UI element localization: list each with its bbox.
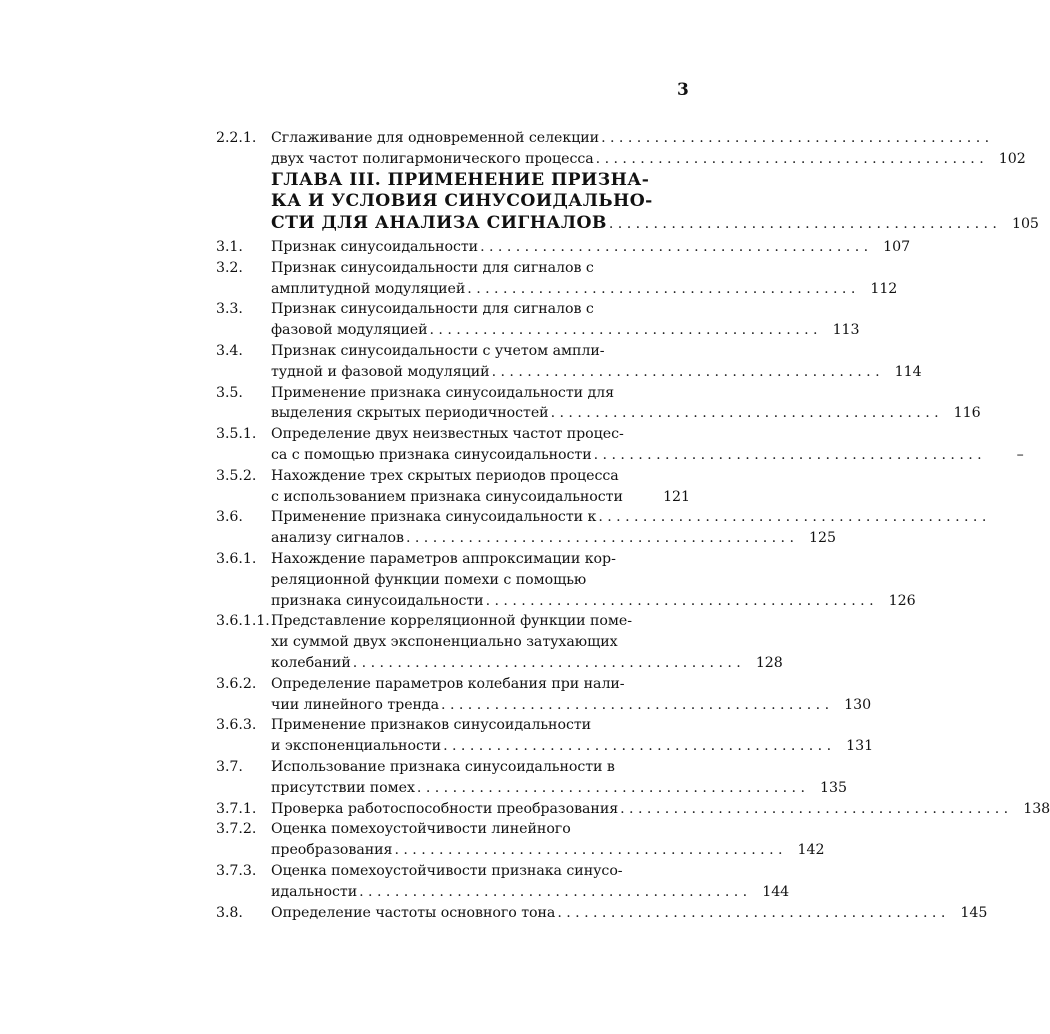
section-number: 3.5.1.	[216, 426, 257, 443]
page-ref: 114	[894, 363, 922, 380]
toc-entry	[216, 799, 1050, 820]
toc-line	[216, 258, 690, 279]
section-number: 3.1.	[216, 239, 243, 256]
dot-leader: . . . . . . . . . . . . . . . . . . . . . . . . . . . . . . . . . . . . . . . . . . . .	[352, 655, 741, 672]
toc-line	[216, 653, 783, 674]
toc-entry	[216, 299, 860, 341]
section-title: чии линейного тренда	[271, 696, 440, 713]
page-ref: 145	[960, 904, 988, 921]
section-title: Оценка помехоустойчивости линейного	[271, 821, 571, 838]
dot-leader: . . . . . . . . . . . . . . . . . . . . . . . . . . . . . . . . . . . . . . . . . . . .	[557, 904, 946, 921]
section-title: Проверка работоспособности преобразования	[271, 800, 619, 817]
toc-line	[216, 237, 911, 258]
section-title: анализу сигналов	[271, 530, 404, 547]
toc-line	[216, 299, 690, 320]
section-title: ГЛАВА III. ПРИМЕНЕНИЕ ПРИЗНА-	[271, 169, 650, 190]
dot-leader: . . . . . . . . . . . . . . . . . . . . . . . . . . . . . . . . . . . . . . . . . . . .	[608, 215, 997, 232]
toc-line	[216, 591, 916, 612]
section-title: признака синусоидальности	[271, 592, 484, 609]
page-ref: 128	[755, 655, 783, 672]
page-ref: 138	[1023, 800, 1050, 817]
toc-line	[216, 736, 874, 757]
section-number: 3.7.2.	[216, 821, 257, 838]
toc-line	[216, 757, 690, 778]
section-title: Представление корреляционной функции поме-	[271, 613, 632, 630]
section-title: фазовой модуляцией	[271, 322, 428, 339]
section-title: и экспоненциальности	[271, 738, 442, 755]
section-number: 3.6.1.1.	[216, 613, 270, 630]
section-number: 3.5.2.	[216, 467, 257, 484]
toc-entry	[216, 237, 911, 258]
dot-leader: . . . . . . . . . . . . . . . . . . . . . . . . . . . . . . . . . . . . . . . . . . . .	[593, 447, 982, 464]
page-number: 3	[677, 80, 689, 100]
section-number: 2.2.1.	[216, 130, 257, 146]
toc-line	[216, 362, 922, 383]
page-ref: 126	[888, 592, 916, 609]
toc-entry	[216, 128, 1026, 170]
dot-leader: . . . . . . . . . . . . . . . . . . . . . . . . . . . . . . . . . . . . . . . . . . . .	[429, 322, 818, 339]
section-title: присутствии помех	[271, 779, 415, 796]
section-title: Применение признаков синусоидальности	[271, 717, 592, 734]
page-ref: 130	[844, 696, 872, 713]
toc-entry	[216, 903, 988, 924]
page-ref: 102	[998, 150, 1026, 167]
page-ref: –	[1016, 447, 1024, 464]
toc-line	[216, 424, 690, 445]
section-title: колебаний	[271, 655, 351, 672]
dot-leader: . . . . . . . . . . . . . . . . . . . . . . . . . . . . . . . . . . . . . . . . . . . .	[405, 530, 794, 547]
toc-entry	[216, 466, 690, 508]
dot-leader: . . . . . . . . . . . . . . . . . . . . . . . . . . . . . . . . . . . . . . . . . . . .	[485, 592, 874, 609]
toc-entry	[216, 674, 872, 716]
page-ref: 125	[809, 530, 836, 547]
toc-entry	[216, 611, 783, 673]
table-of-contents	[216, 128, 1050, 923]
toc-line	[216, 840, 825, 861]
dot-leader: . . . . . . . . . . . . . . . . . . . . . . . . . . . . . . . . . . . . . . . . . . . .	[601, 130, 990, 146]
toc-entry	[216, 549, 916, 611]
section-number: 3.7.1.	[216, 800, 257, 817]
toc-line	[216, 861, 690, 882]
toc-entry	[216, 258, 898, 300]
section-title: Определение параметров колебания при нали-	[271, 675, 625, 692]
dot-leader: . . . . . . . . . . . . . . . . . . . . . . . . . . . . . . . . . . . . . . . . . . . .	[443, 738, 832, 755]
section-title: амплитудной модуляцией	[271, 280, 466, 297]
dot-leader: . . . . . . . . . . . . . . . . . . . . . . . . . . . . . . . . . . . . . . . . . . . .	[467, 280, 856, 297]
section-title: Определение двух неизвестных частот процес-	[271, 426, 624, 443]
section-title: хи суммой двух экспоненциально затухающих	[271, 634, 618, 651]
section-title: двух частот полигармонического процесса	[271, 150, 594, 167]
section-number: 3.6.1.	[216, 551, 257, 568]
toc-line	[216, 528, 836, 549]
section-title: КА И УСЛОВИЯ СИНУСОИДАЛЬНО-	[271, 191, 653, 212]
section-title: преобразования	[271, 842, 393, 859]
section-title: реляционной функции помехи с помощью	[271, 571, 587, 588]
section-title: Нахождение параметров аппроксимации кор-	[271, 551, 616, 568]
page-ref: 131	[846, 738, 874, 755]
toc-line	[216, 149, 1026, 170]
section-number: 3.7.3.	[216, 863, 257, 879]
toc-entry	[216, 861, 790, 903]
section-title: идальности	[271, 883, 358, 900]
section-number: 3.5.	[216, 384, 243, 401]
section-title: Признак синусоидальности	[271, 239, 479, 256]
toc-line	[216, 279, 898, 300]
page-ref: 107	[883, 239, 911, 256]
toc-line	[216, 191, 690, 213]
toc-line	[216, 128, 990, 149]
toc-line	[216, 695, 872, 716]
section-title: Применение признака синусоидальности к	[271, 509, 597, 526]
section-title: са с помощью признака синусоидальности	[271, 447, 592, 464]
toc-line	[216, 466, 690, 487]
section-title: Признак синусоидальности для сигналов с	[271, 301, 594, 318]
toc-line	[216, 403, 981, 424]
dot-leader: . . . . . . . . . . . . . . . . . . . . . . . . . . . . . . . . . . . . . . . . . . . .	[598, 509, 987, 526]
section-title: Сглаживание для одновременной селекции	[271, 130, 600, 146]
page-ref: 121	[663, 488, 690, 505]
toc-line	[216, 882, 790, 903]
toc-entry	[216, 507, 987, 549]
section-title: Применение признака синусоидальности для	[271, 384, 615, 401]
section-title: СТИ ДЛЯ АНАЛИЗА СИГНАЛОВ	[271, 212, 607, 233]
section-title: тудной и фазовой модуляций	[271, 363, 490, 380]
toc-line	[216, 903, 988, 924]
toc-line	[216, 170, 690, 192]
section-title: Нахождение трех скрытых периодов процесса	[271, 467, 619, 484]
toc-entry	[216, 341, 922, 383]
toc-line	[216, 507, 987, 528]
toc-line	[216, 632, 690, 653]
toc-entry	[216, 757, 847, 799]
toc-line	[216, 487, 690, 508]
dot-leader: . . . . . . . . . . . . . . . . . . . . . . . . . . . . . . . . . . . . . . . . . . . .	[620, 800, 1009, 817]
toc-line	[216, 212, 1039, 236]
toc-line	[216, 611, 690, 632]
toc-line	[216, 570, 690, 591]
page-ref: 142	[797, 842, 825, 859]
page-ref: 135	[820, 779, 847, 796]
toc-line	[216, 778, 847, 799]
section-title: с использованием признака синусоидальности	[271, 488, 623, 505]
section-title: Признак синусоидальности с учетом ампли-	[271, 343, 605, 360]
section-title: выделения скрытых периодичностей	[271, 405, 549, 422]
section-title: Определение частоты основного тона	[271, 904, 556, 921]
toc-entry	[216, 424, 1024, 466]
toc-entry	[216, 383, 981, 425]
toc-line	[216, 715, 690, 736]
section-number: 3.4.	[216, 343, 243, 360]
toc-line	[216, 320, 860, 341]
dot-leader: . . . . . . . . . . . . . . . . . . . . . . . . . . . . . . . . . . . . . . . . . . . .	[416, 779, 805, 796]
section-number: 3.6.3.	[216, 717, 257, 734]
section-title: Оценка помехоустойчивости признака синусо-	[271, 863, 623, 879]
dot-leader: . . . . . . . . . . . . . . . . . . . . . . . . . . . . . . . . . . . . . . . . . . . .	[441, 696, 830, 713]
section-number: 3.7.	[216, 759, 243, 776]
section-number: 3.2.	[216, 259, 243, 276]
toc-line	[216, 549, 690, 570]
toc-line	[216, 819, 690, 840]
page-ref: 105	[1011, 215, 1039, 232]
page-ref: 144	[762, 883, 790, 900]
page-ref: 113	[832, 322, 860, 339]
toc-entry	[216, 819, 825, 861]
page-ref: 112	[870, 280, 898, 297]
dot-leader: . . . . . . . . . . . . . . . . . . . . . . . . . . . . . . . . . . . . . . . . . . . .	[394, 842, 783, 859]
section-title: Признак синусоидальности для сигналов с	[271, 259, 594, 276]
page-ref: 116	[953, 405, 981, 422]
toc-entry	[216, 715, 874, 757]
section-number: 3.8.	[216, 904, 243, 921]
section-title: Использование признака синусоидальности в	[271, 759, 615, 776]
dot-leader: . . . . . . . . . . . . . . . . . . . . . . . . . . . . . . . . . . . . . . . . . . . .	[595, 150, 984, 167]
toc-line	[216, 799, 1050, 820]
toc-line	[216, 445, 1024, 466]
section-number: 3.3.	[216, 301, 243, 318]
toc-line	[216, 341, 690, 362]
toc-entry	[216, 169, 1039, 236]
dot-leader: . . . . . . . . . . . . . . . . . . . . . . . . . . . . . . . . . . . . . . . . . . . .	[480, 239, 869, 256]
dot-leader: . . . . . . . . . . . . . . . . . . . . . . . . . . . . . . . . . . . . . . . . . . . .	[359, 883, 748, 900]
toc-line	[216, 383, 690, 404]
section-number: 3.6.2.	[216, 675, 257, 692]
toc-line	[216, 674, 690, 695]
dot-leader: . . . . . . . . . . . . . . . . . . . . . . . . . . . . . . . . . . . . . . . . . . . .	[491, 363, 880, 380]
dot-leader: . . . . . . . . . . . . . . . . . . . . . . . . . . . . . . . . . . . . . . . . . . . .	[550, 405, 939, 422]
section-number: 3.6.	[216, 509, 243, 526]
